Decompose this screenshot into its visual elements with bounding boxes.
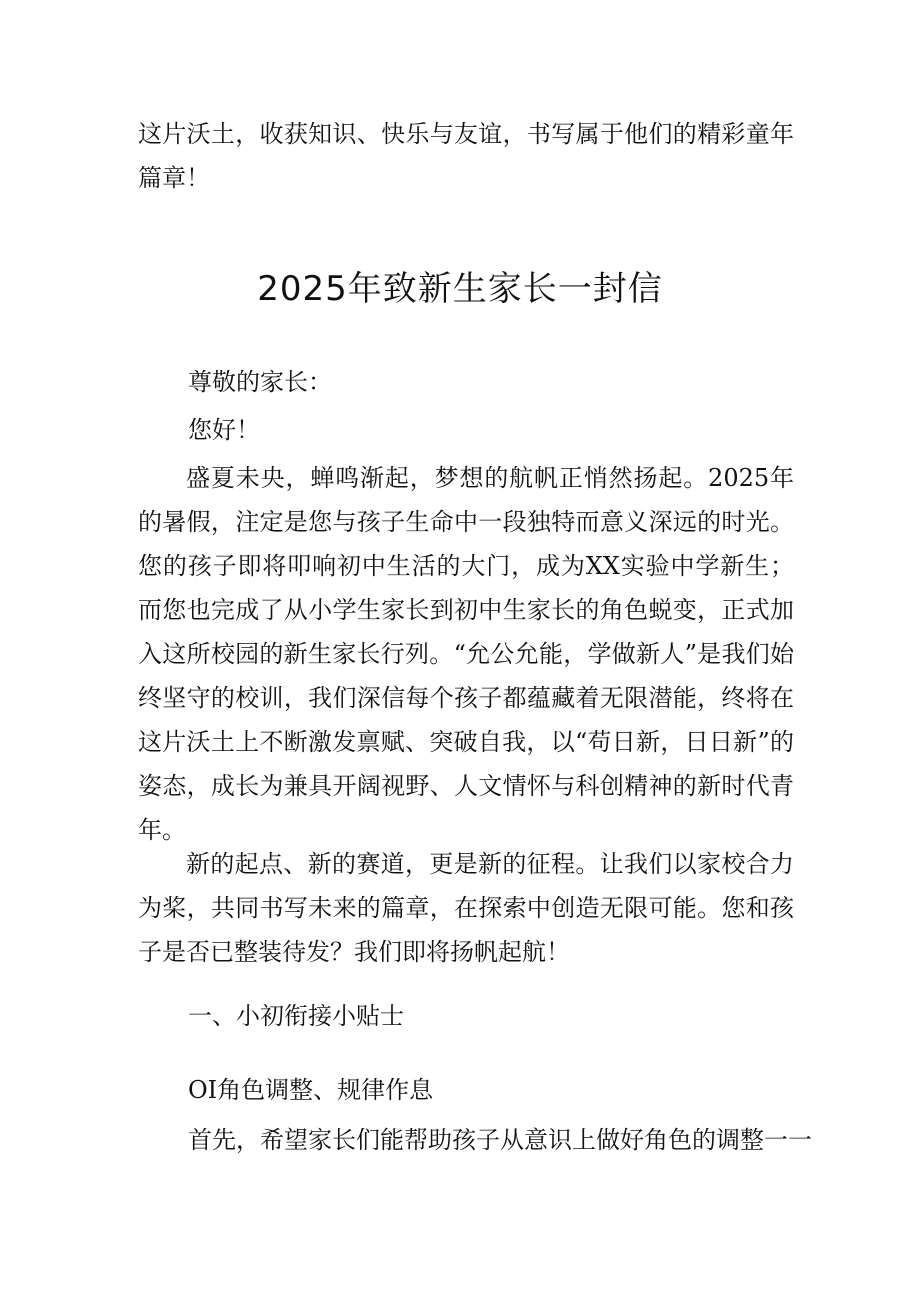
body-paragraph-2: 新的起点、新的赛道，更是新的征程。让我们以家校合力为桨，共同书写未来的篇章，在探索中创造无限可能。您和孩子是否已整装待发？我们即将扬帆起航！ [138,850,794,966]
body-paragraph-1: 盛夏未央，蝉鸣渐起，梦想的航帆正悄然扬起。2025年的暑假，注定是您与孩子生命中一段独特而意义深远的时光。您的孩子即将叩响初中生活的大门，成为XX实验中学新生；而您也完成了从小学生家长到初中生家长的角色蜕变，正式加入这所校园的新生家长行列。“允公允能，学做新人”是我们始终坚守的校训，我们深信每个孩子都蕴藏着无限潜能，终将在这片沃土上不断激发禀赋、突破自我，以“苟日新，日日新”的姿态，成长为兼具开阔视野、人文情怀与科创精神的新时代青年。 [138,464,794,844]
body-paragraph-3: 首先，希望家长们能帮助孩子从意识上做好角色的调整一一 [188,1126,812,1154]
continuation-paragraph: 这片沃土，收获知识、快乐与友谊，书写属于他们的精彩童年篇章！ [138,120,794,192]
page-title: 2025年致新生家长一封信 [257,269,663,309]
subsection-heading: OI角色调整、规律作息 [188,1076,434,1104]
salutation: 尊敬的家长： [188,368,332,396]
section-heading: 一、小初衔接小贴士 [188,1002,404,1030]
greeting: 您好！ [188,416,260,444]
